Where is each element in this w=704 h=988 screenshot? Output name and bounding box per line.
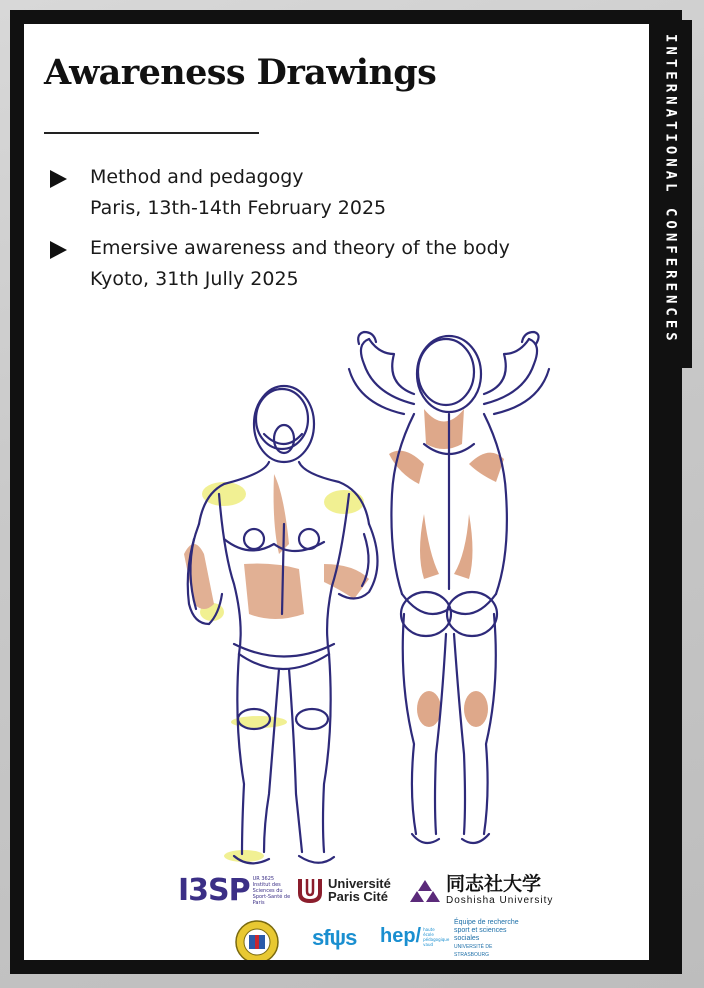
doshisha-jp-name: 同志社大学 [446, 874, 542, 895]
upc-line2: Paris Cité [328, 889, 388, 904]
doshisha-en-name: Doshisha University [446, 895, 554, 906]
event-place-date: Kyoto, 31th Jully 2025 [90, 268, 299, 290]
erss-line1: Équipe de recherche [454, 919, 519, 926]
sfps-logo: sfψs [312, 925, 357, 950]
i3sp-wordmark: I3SP [178, 873, 250, 908]
seal-icon [234, 919, 280, 960]
event-place-date: Paris, 13th-14th February 2025 [90, 197, 387, 219]
erss-strasbourg-logo [454, 919, 524, 959]
back-figure [349, 332, 549, 843]
partner-logos [174, 869, 574, 960]
universite-paris-cite-logo [296, 877, 391, 903]
body-sketch-illustration [124, 324, 594, 874]
erss-line2: sport et sciences [454, 927, 507, 934]
poster-content [24, 24, 649, 960]
erss-line3: sociales [454, 935, 480, 942]
international-conferences-banner: INTERNATIONAL CONFERENCES [649, 20, 692, 368]
i3sp-caption: UR 3625 Institut des Sciences du Sport-Santé de Paris [252, 875, 291, 906]
bullet-triangle-icon [50, 241, 67, 259]
upc-line1: Université [328, 876, 391, 891]
hep-caption: haute école pédagogique vaud [423, 926, 450, 947]
poster-title: Awareness Drawings [44, 52, 437, 93]
poster-frame [10, 10, 682, 974]
doshisha-emblem-icon [410, 878, 440, 904]
hep-vaud-logo [380, 925, 450, 948]
university-seal-logo [234, 919, 280, 960]
front-figure [184, 386, 378, 863]
title-underline [44, 132, 259, 134]
event-topic: Emersive awareness and theory of the body [90, 237, 510, 259]
upc-u-icon [296, 877, 324, 903]
event-topic: Method and pedagogy [90, 166, 304, 188]
i3sp-logo [178, 873, 293, 908]
bullet-triangle-icon [50, 170, 67, 188]
doshisha-logo [410, 875, 553, 906]
hep-wordmark: hep/ [380, 925, 422, 947]
erss-line4: UNIVERSITÉ DE STRASBOURG [454, 944, 493, 958]
